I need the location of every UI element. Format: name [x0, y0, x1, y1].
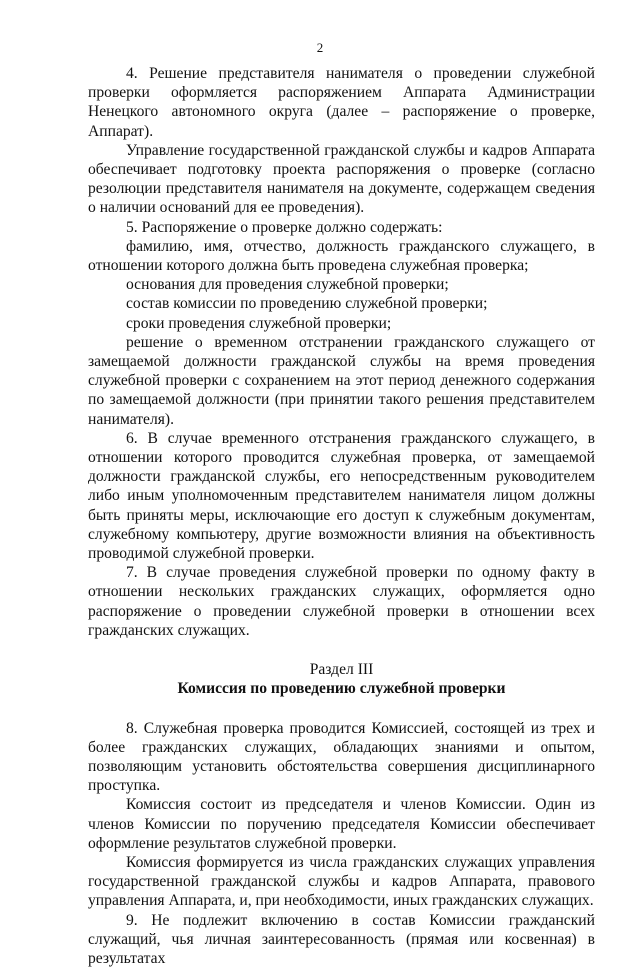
paragraph-commission-formation: Комиссия формируется из числа гражданских служащих управления государственной гражданской службы и кадров Аппарата, правового управления Аппарата, и, при необходимости, иных гражданских служащих.: [88, 853, 595, 910]
list-item-suspension: решение о временном отстранении гражданского служащего от замещаемой должности гражданской службы на время проведения служебной проверки с сохранением на этот период денежного содержания по замещаемой должности (при принятии такого решения представителем нанимателя).: [88, 333, 595, 428]
paragraph-9: 9. Не подлежит включению в состав Комиссии гражданский служащий, чья личная заинтересованность (прямая или косвенная) в результатах: [88, 911, 595, 967]
list-item-grounds: основания для проведения служебной проверки;: [126, 276, 449, 294]
list-item-deadlines: сроки проведения служебной проверки;: [126, 314, 392, 332]
paragraph-5: 5. Распоряжение о проверке должно содержать:: [126, 218, 443, 236]
paragraph-8: 8. Служебная проверка проводится Комиссией, состоящей из трех и более гражданских служащих, обладающих знаниями и опытом, позволяющим установить обстоятельства совершения дисциплинарного проступка.: [88, 719, 595, 795]
document-body: [88, 64, 595, 968]
section-title: Комиссия по проведению служебной проверки: [177, 680, 506, 698]
paragraph-7: 7. В случае проведения служебной проверки по одному факту в отношении нескольких гражданских служащих, оформляется одно распоряжение о проведении служебной проверки в отношении всех гражданских служащих.: [88, 564, 595, 639]
section-label: Раздел III: [309, 661, 374, 679]
page-number: 2: [316, 40, 324, 55]
list-item-name: фамилию, имя, отчество, должность гражданского служащего, в отношении которого должна быть проведена служебная проверка;: [88, 237, 595, 275]
paragraph-4: 4. Решение представителя нанимателя о проведении служебной проверки оформляется распоряжением Аппарата Администрации Ненецкого автономного округа (далее – распоряжение о проверке, Аппарат).: [88, 65, 595, 140]
paragraph-6: 6. В случае временного отстранения гражданского служащего, в отношении которого проводится служебная проверка, от замещаемой должности гражданской службы, его непосредственным руководителем либо иным уполномоченным представителем нанимателя лицом должны быть приняты меры, исключающие его доступ к служебным документам, служебному компьютеру, другие возможности влияния на объективность проводимой служебной проверки.: [88, 429, 595, 563]
paragraph-commission-composition: Комиссия состоит из председателя и членов Комиссии. Один из членов Комиссии по поручению председателя Комиссии обеспечивает оформление результатов служебной проверки.: [88, 796, 595, 852]
list-item-commission: состав комиссии по проведению служебной проверки;: [126, 295, 488, 313]
paragraph-hr-department: Управление государственной гражданской службы и кадров Аппарата обеспечивает подготовку проекта распоряжения о проверке (согласно резолюции представителя нанимателя на документе, содержащем сведения о наличии оснований для ее проведения).: [88, 141, 595, 217]
